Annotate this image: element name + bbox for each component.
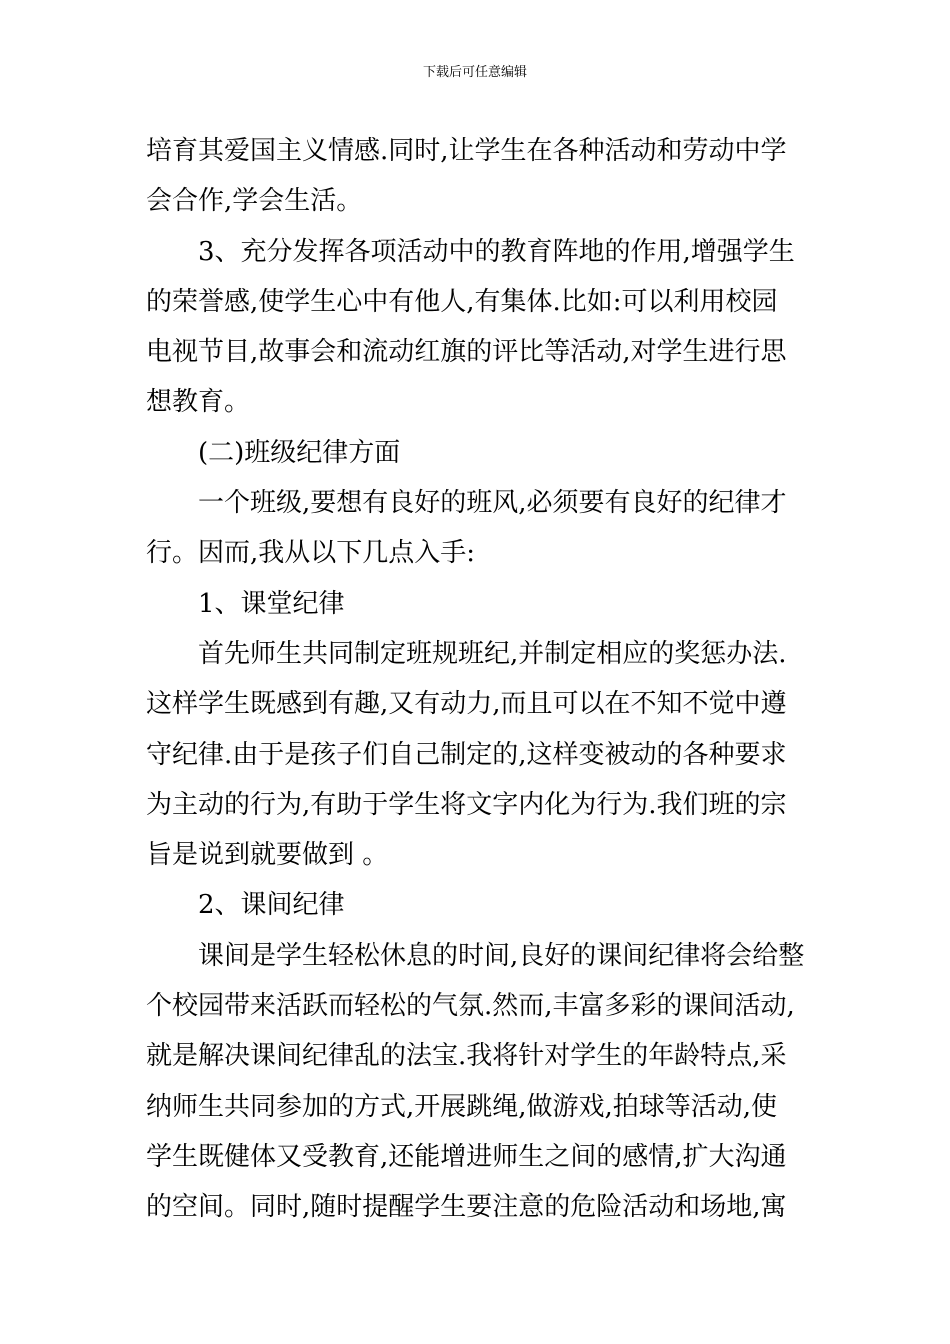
section-heading: (二)班级纪律方面 [198, 437, 401, 468]
text-line: 的空间。同时,随时提醒学生要注意的危险活动和场地,寓 [146, 1192, 787, 1223]
text-line: 纳师生共同参加的方式,开展跳绳,做游戏,拍球等活动,使 [146, 1091, 778, 1122]
text-line: 课间是学生轻松休息的时间,良好的课间纪律将会给整 [198, 940, 805, 971]
document-body [146, 126, 810, 1233]
text-line: 会合作,学会生活。 [146, 186, 363, 217]
text-line: 一个班级,要想有良好的班风,必须要有良好的纪律才 [198, 488, 787, 519]
text-line: 行。因而,我从以下几点入手: [146, 538, 476, 569]
text-line: 个校园带来活跃而轻松的气氛.然而,丰富多彩的课间活动, [146, 991, 795, 1022]
subsection-heading: 2、课间纪律 [198, 890, 345, 921]
text-line: 的荣誉感,使学生心中有他人,有集体.比如:可以利用校园 [146, 286, 778, 317]
text-line: 培育其爱国主义情感.同时,让学生在各种活动和劳动中学 [146, 136, 787, 166]
text-line: 想教育。 [146, 387, 251, 418]
text-line: 为主动的行为,有助于学生将文字内化为行为.我们班的宗 [146, 789, 787, 820]
text-line: 学生既健体又受教育,还能增进师生之间的感情,扩大沟通 [146, 1141, 787, 1172]
page-header: 下载后可任意编辑 [422, 65, 527, 80]
text-line: 首先师生共同制定班规班纪,并制定相应的奖惩办法. [198, 638, 787, 669]
text-line: 这样学生既感到有趣,又有动力,而且可以在不知不觉中遵 [146, 689, 787, 720]
text-line: 旨是说到就要做到 。 [146, 840, 389, 871]
subsection-heading: 1、课堂纪律 [198, 588, 345, 619]
text-line: 守纪律.由于是孩子们自己制定的,这样变被动的各种要求 [146, 739, 787, 770]
text-line: 电视节目,故事会和流动红旗的评比等活动,对学生进行思 [146, 337, 787, 368]
text-line: 就是解决课间纪律乱的法宝.我将针对学生的年龄特点,采 [146, 1041, 787, 1072]
text-line: 3、充分发挥各项活动中的教育阵地的作用,增强学生 [198, 236, 795, 267]
